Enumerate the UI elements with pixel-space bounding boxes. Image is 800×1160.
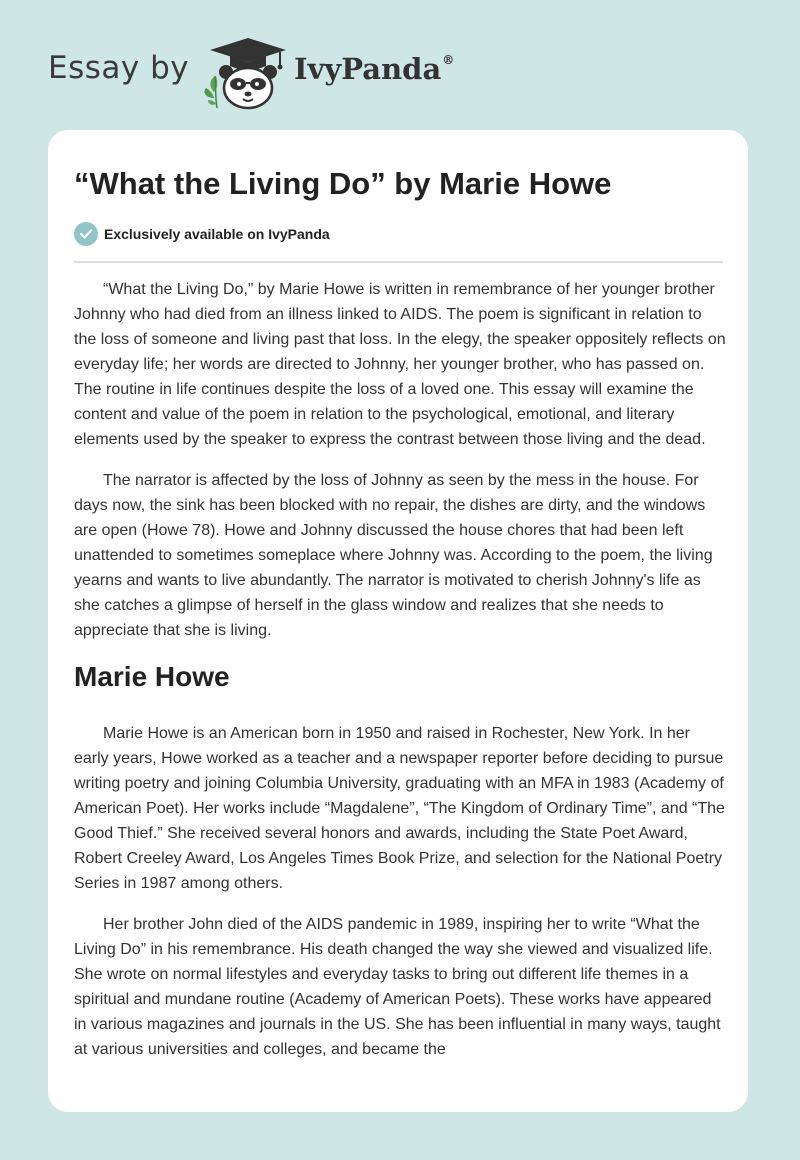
paragraph: The narrator is affected by the loss of Johnny as seen by the mess in the house. For days now, the sink has been blocked with no repair, the dishes are dirty, and the windows are open (Howe 78). Howe and Johnny discussed the house chores that had been left unattended to sometimes someplace where Johnny was. According to the poem, the living yearns and wants to live abundantly. The narrator is motivated to cherish Johnny's life as she catches a glimpse of herself in the glass window and realizes that she needs to appreciate that she is living. [74,472,713,639]
essay-body [74,277,726,1078]
essay-by-label: Essay by [48,50,190,86]
exclusive-badge [74,222,330,246]
site-header [0,0,800,130]
page-title: “What the Living Do” by Marie Howe [74,166,612,201]
paragraph: “What the Living Do,” by Marie Howe is written in remembrance of her younger brother Johnny who had died from an illness linked to AIDS. The poem is significant in relation to the loss of someone and living past that loss. In the elegy, the speaker oppositely reflects on everyday life; her words are directed to Johnny, her younger brother, who has passed on. The routine in life continues despite the loss of a loved one. This essay will examine the content and value of the poem in relation to the psychological, emotional, and literary elements used by the speaker to express the contrast between those living and the dead. [74,281,726,448]
badge-label: Exclusively available on IvyPanda [104,226,330,242]
check-circle-icon [74,222,98,246]
divider [74,261,723,263]
essay-card [48,130,748,1112]
panda-graduate-icon [200,36,292,110]
section-heading: Marie Howe [74,661,230,692]
registered-mark: ® [442,53,455,68]
brand-name-text: IvyPanda [294,52,442,86]
paragraph: Marie Howe is an American born in 1950 and raised in Rochester, New York. In her early years, Howe worked as a teacher and a newspaper reporter before deciding to pursue writing poetry and joining Columbia University, graduating with an MFA in 1983 (Academy of American Poet). Her works include “Magdalene”, “The Kingdom of Ordinary Time”, and “The Good Thief.” She received several honors and awards, including the State Poet Award, Robert Creeley Award, Los Angeles Times Book Prize, and selection for the National Poetry Series in 1987 among others. [74,725,725,892]
brand-name[interactable] [294,52,454,86]
paragraph: Her brother John died of the AIDS pandemic in 1989, inspiring her to write “What the Living Do” in his remembrance. His death changed the way she viewed and visualized life. She wrote on normal lifestyles and everyday tasks to bring out different life themes in a spiritual and mundane routine (Academy of American Poets). These works have appeared in various magazines and journals in the US. She has been influential in many ways, taught at various universities and colleges, and became the [74,916,721,1058]
